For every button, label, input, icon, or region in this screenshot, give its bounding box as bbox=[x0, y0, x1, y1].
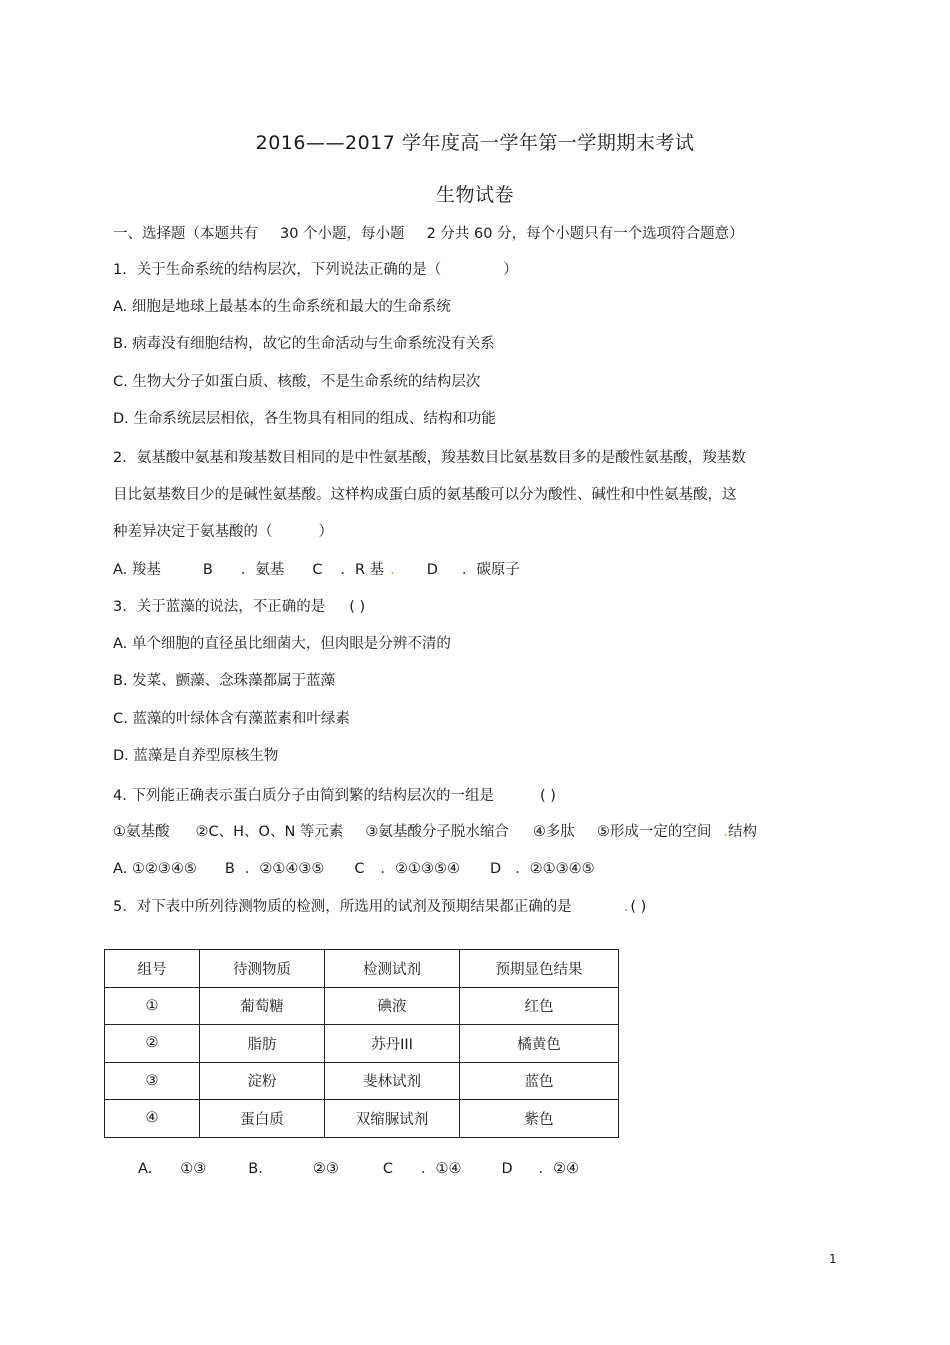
table-row bbox=[105, 1062, 619, 1100]
table-cell: 紫色 bbox=[460, 1100, 619, 1138]
question-3-stem: 3．关于蓝藻的说法，不正确的是 ( ) bbox=[113, 599, 366, 615]
table-cell: ② bbox=[105, 1025, 200, 1063]
table-row bbox=[105, 1100, 619, 1138]
table-cell: 斐林试剂 bbox=[325, 1062, 460, 1100]
table-header-cell: 预期显色结果 bbox=[460, 950, 619, 988]
question-4-items: ①氨基酸 ②C、H、O、N 等元素 ③氨基酸分子脱水缩合 ④多肽 ⑤形成一定的空间 .结构 bbox=[113, 824, 758, 840]
question-2-line-3: 种差异决定于氨基酸的（ ） bbox=[113, 524, 333, 540]
table-cell: 双缩脲试剂 bbox=[325, 1100, 460, 1138]
table-cell: ③ bbox=[105, 1062, 200, 1100]
table-cell: 苏丹III bbox=[325, 1025, 460, 1063]
page-number: 1 bbox=[829, 1252, 837, 1266]
table-header-cell: 待测物质 bbox=[200, 950, 325, 988]
question-3-option-d: D. 蓝藻是自养型原核生物 bbox=[113, 748, 279, 764]
question-1-option-b: B. 病毒没有细胞结构，故它的生命活动与生命系统没有关系 bbox=[113, 336, 495, 352]
reagent-results-table bbox=[104, 949, 619, 1138]
exam-title: 2016——2017 学年度高一学年第一学期期末考试 bbox=[255, 132, 695, 154]
table-cell: ① bbox=[105, 987, 200, 1025]
exam-subtitle: 生物试卷 bbox=[435, 184, 514, 206]
question-3-option-a: A. 单个细胞的直径虽比细菌大，但肉眼是分辨不清的 bbox=[113, 636, 451, 652]
table-cell: ④ bbox=[105, 1100, 200, 1138]
question-1-option-d: D. 生命系统层层相依，各生物具有相同的组成、结构和功能 bbox=[113, 411, 496, 427]
question-1-stem: 1．关于生命系统的结构层次，下列说法正确的是（ ） bbox=[113, 262, 518, 278]
question-2-options: A. 羧基 B ．氨基 C ．R 基 . D ．碳原子 bbox=[113, 562, 520, 578]
table-row bbox=[105, 987, 619, 1025]
table-cell: 脂肪 bbox=[200, 1025, 325, 1063]
question-5-stem: 5．对下表中所列待测物质的检测，所选用的试剂及预期结果都正确的是 . ( ) bbox=[113, 899, 647, 915]
table-header-cell: 组号 bbox=[105, 950, 200, 988]
table-header-row bbox=[105, 950, 619, 988]
question-3-option-c: C. 蓝藻的叶绿体含有藻蓝素和叶绿素 bbox=[113, 711, 350, 727]
table-cell: 蛋白质 bbox=[200, 1100, 325, 1138]
question-1-option-a: A. 细胞是地球上最基本的生命系统和最大的生命系统 bbox=[113, 299, 451, 315]
question-2-line-2: 目比氨基数目少的是碱性氨基酸。这样构成蛋白质的氨基酸可以分为酸性、碱性和中性氨基酸，这 bbox=[113, 487, 737, 503]
section-intro: 一、选择题（本题共有 30 个小题，每小题 2 分共 60 分，每个小题只有一个选项符合题意） bbox=[113, 226, 744, 242]
table-cell: 红色 bbox=[460, 987, 619, 1025]
question-2-line-1: 2．氨基酸中氨基和羧基数目相同的是中性氨基酸，羧基数目比氨基数目多的是酸性氨基酸，羧基数 bbox=[113, 450, 746, 466]
table-cell: 葡萄糖 bbox=[200, 987, 325, 1025]
table-cell: 橘黄色 bbox=[460, 1025, 619, 1063]
question-3-option-b: B. 发菜、颤藻、念珠藻都属于蓝藻 bbox=[113, 673, 336, 689]
table-row bbox=[105, 1025, 619, 1063]
table-cell: 淀粉 bbox=[200, 1062, 325, 1100]
question-4-stem: 4. 下列能正确表示蛋白质分子由简到繁的结构层次的一组是 ( ) bbox=[113, 788, 556, 804]
table-cell: 蓝色 bbox=[460, 1062, 619, 1100]
table-cell: 碘液 bbox=[325, 987, 460, 1025]
table-header-cell: 检测试剂 bbox=[325, 950, 460, 988]
question-1-option-c: C. 生物大分子如蛋白质、核酸，不是生命系统的结构层次 bbox=[113, 374, 481, 390]
question-5-options: A. ①③ B. ②③ C ．①④ D ．②④ bbox=[138, 1161, 580, 1177]
question-4-options: A. ①②③④⑤ B ．②①④③⑤ C ．②①③⑤④ D ．②①③④⑤ bbox=[113, 861, 595, 877]
